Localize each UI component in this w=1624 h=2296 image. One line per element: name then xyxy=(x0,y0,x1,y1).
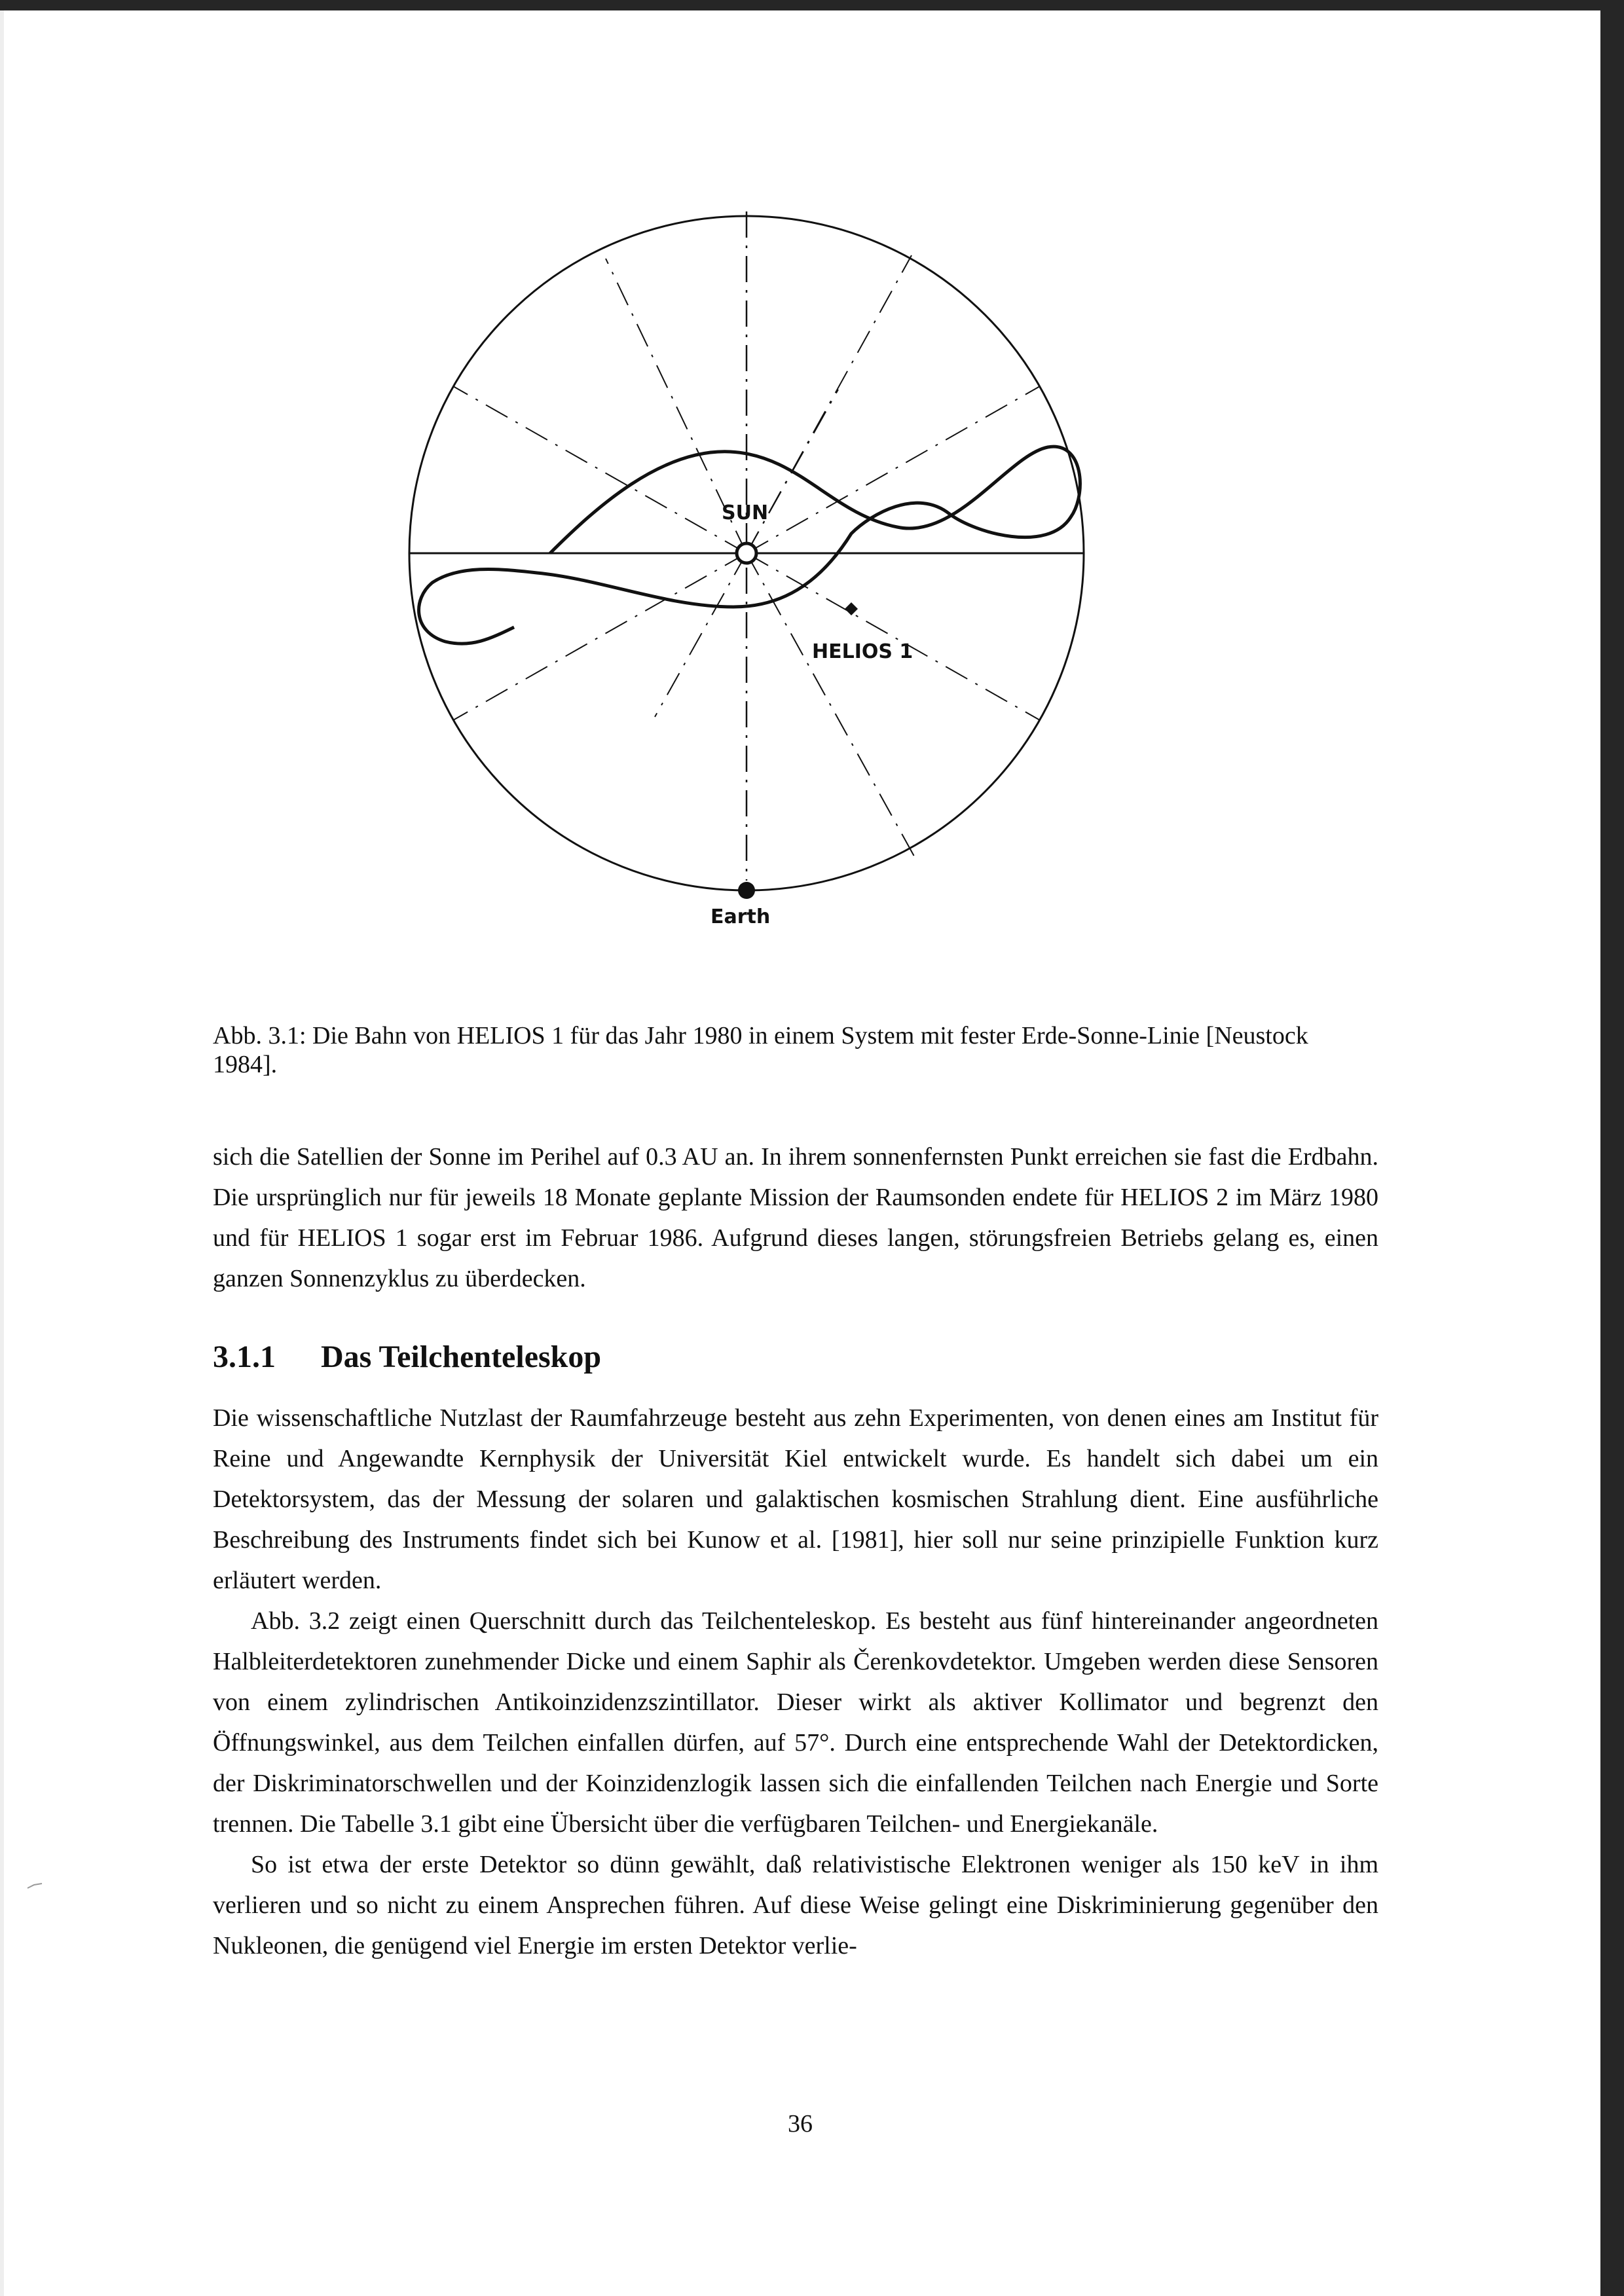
section-number: 3.1.1 xyxy=(213,1339,276,1374)
scan-border-top xyxy=(0,0,1624,10)
orbit-figure xyxy=(399,206,1107,946)
paragraph-4: So ist etwa der erste Detektor so dünn gewählt, daß relativistische Elektronen weniger als 150 keV in ihm verlieren und so nicht zu einem Ansprechen führen. Auf diese Weise gelingt eine Diskriminierung gegenüber den Nukleonen, die genügend viel Energie im ersten Detektor verlie- xyxy=(213,1851,1378,1959)
paragraph-continuation xyxy=(213,1137,1378,1299)
scan-edge-left xyxy=(0,10,4,2296)
radial-line-sse xyxy=(747,553,917,861)
scan-border-right xyxy=(1600,0,1624,2296)
section-heading xyxy=(213,1334,1378,1380)
figure-caption: Abb. 3.1: Die Bahn von HELIOS 1 für das Jahr 1980 in einem System mit fester Erde-Sonne-Linie [Neustock 1984]. xyxy=(213,1022,1308,1078)
sun-label: SUN xyxy=(722,501,769,524)
helios-label: HELIOS 1 xyxy=(812,640,913,663)
orbit-diagram xyxy=(399,206,1107,946)
section-body xyxy=(213,1398,1378,1966)
radial-line-se xyxy=(747,553,1040,720)
section-title: Das Teilchenteleskop xyxy=(321,1339,602,1374)
paragraph-1: sich die Satellien der Sonne im Perihel auf 0.3 AU an. In ihrem sonnenfernsten Punkt erreichen sie fast die Erdbahn. Die ursprünglich nur für jeweils 18 Monate geplante Mission der Raumsonden endete für HELIOS 2 im März 1980 und für HELIOS 1 sogar erst im Februar 1986. Aufgrund dieses langen, störungsfreien Betriebs gelang es, einen ganzen Sonnenzyklus zu überdecken. xyxy=(213,1143,1378,1292)
earth-label: Earth xyxy=(710,905,771,928)
earth-marker xyxy=(738,882,755,899)
paragraph-3: Abb. 3.2 zeigt einen Querschnitt durch das Teilchenteleskop. Es besteht aus fünf hintereinander angeordneten Halbleiterdetektoren zunehmender Dicke und einem Saphir als Čerenkovdetektor. Umgeben werden diese Sensoren von einem zylindrischen Antikoinzidenzszintillator. Dieser wirkt als aktiver Kollimator und begrenzt den Öffnungswinkel, aus dem Teilchen einfallen dürfen, auf 57°. Durch eine entsprechende Wahl der Detektordicken, der Diskriminatorschwellen und der Koinzidenzlogik lassen sich die einfallenden Teilchen nach Energie und Sorte trennen. Die Tabelle 3.1 gibt eine Übersicht über die verfügbaren Teilchen- und Energiekanäle. xyxy=(213,1607,1378,1838)
page-number: 36 xyxy=(788,2110,813,2138)
paragraph-2: Die wissenschaftliche Nutzlast der Raumfahrzeuge besteht aus zehn Experimenten, von denen eines am Institut für Reine und Angewandte Kernphysik der Universität Kiel entwickelt wurde. Es handelt sich dabei um ein Detektorsystem, das der Messung der solaren und galaktischen kosmischen Strahlung dient. Eine ausführliche Beschreibung des Instruments findet sich bei Kunow et al. [1981], hier soll nur seine prinzipielle Funktion kurz erläutert werden. xyxy=(213,1404,1378,1594)
radial-line-nw xyxy=(453,386,747,553)
sun-marker xyxy=(737,543,756,563)
scan-artifact-mark xyxy=(26,1883,43,1889)
helios-spacecraft-marker xyxy=(845,602,858,615)
radial-line-ssw xyxy=(655,553,747,717)
